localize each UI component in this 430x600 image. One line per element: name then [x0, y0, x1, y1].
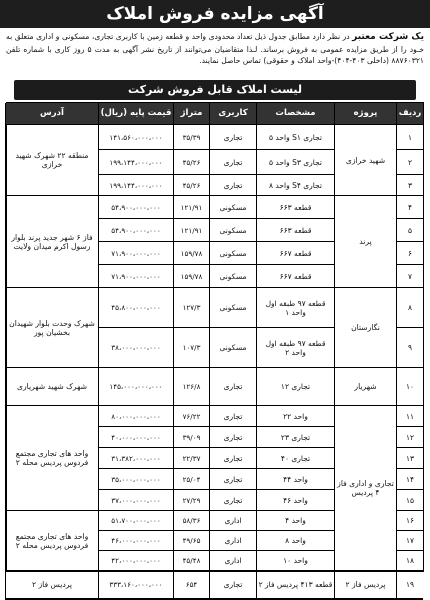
row-specs: قطعه ۶۶۳ — [256, 219, 334, 242]
row-area: ۷۶/۲۲ — [173, 406, 209, 427]
row-usage: تجاری — [209, 150, 256, 175]
project-negarestan: نگارستان — [334, 288, 396, 368]
address-parand: فاز ۶ شهر جدید پرند بلوار رسول اکرم میدان ولایت — [5, 196, 98, 288]
row-price: ۷۱،۹۰۰،۰۰۰،۰۰۰ — [98, 265, 173, 288]
project-khorazi: شهید خرازی — [334, 125, 396, 196]
row-specs: واحد ۴ — [256, 511, 334, 531]
row-specs: واحد ۸ — [256, 531, 334, 551]
header-specs: مشخصات — [256, 103, 334, 125]
row-usage: مسکونی — [209, 196, 256, 219]
row-price: ۳۱،۳۸۲،۰۰۰،۰۰۰ — [98, 448, 173, 469]
row-area: ۱۵۹/۷۸ — [173, 265, 209, 288]
row-price: ۸۰،۰۰۰،۰۰۰،۰۰۰ — [98, 406, 173, 427]
project-pardis-phase4: تجاری و اداری فاز ۴ پردیس — [334, 406, 396, 571]
row-number: ۱۶ — [396, 511, 423, 531]
address-negarestan: شهرک وحدت بلوار شهیدان بخشیان پور — [5, 288, 98, 368]
row-area: ۴۵/۴۸ — [173, 551, 209, 571]
row-price: ۱۹۹،۱۴۴،۰۰۰،۰۰۰ — [98, 150, 173, 175]
row-number: ۸ — [396, 288, 423, 328]
row-usage: مسکونی — [209, 219, 256, 242]
company-name: یک شرکت معتبر — [352, 32, 425, 42]
row-area: ۱۲۱/۹۱ — [173, 219, 209, 242]
row-usage: تجاری — [209, 490, 256, 511]
property-table — [6, 102, 424, 589]
row-specs: قطعه ۹۷ طبقه اول واحد ۱ — [256, 288, 334, 328]
row-number: ۷ — [396, 265, 423, 288]
row-specs: واحد ۲۲ — [256, 406, 334, 427]
row-price: ۳۸،۰۰۰،۰۰۰،۰۰۰ — [98, 328, 173, 368]
intro-paragraph — [6, 31, 424, 77]
row-number: ۱۳ — [396, 448, 423, 469]
property-list-title: لیست املاک قابل فروش شرکت — [14, 80, 416, 100]
row-specs: واحد ۱۰ — [256, 551, 334, 571]
address-pardis-commercial: واحد های تجاری مجتمع فردوس پردیس محله ۲ — [5, 406, 98, 511]
project-parand: پرند — [334, 196, 396, 288]
row-usage: مسکونی — [209, 242, 256, 265]
row-specs: قطعه ۶۶۳ — [256, 196, 334, 219]
address-pardis-phase2: پردیس فاز ۲ — [5, 571, 98, 599]
row-number: ۱۹ — [396, 571, 423, 599]
row-usage: تجاری — [209, 125, 256, 150]
row-area: ۴۹/۶۵ — [173, 531, 209, 551]
address-shahriar: شهرک شهید شهریاری — [5, 368, 98, 406]
row-price: ۳۵،۰۰۰،۰۰۰،۰۰۰ — [98, 469, 173, 490]
row-usage: اداری — [209, 531, 256, 551]
row-specs: واحد ۴۴ — [256, 469, 334, 490]
ad-title: آگهی مزایده فروش املاک — [0, 0, 430, 28]
row-number: ۱۲ — [396, 427, 423, 448]
row-area: ۱۲۷/۳ — [173, 288, 209, 328]
row-area: ۲۵/۰۴ — [173, 469, 209, 490]
row-usage: تجاری — [209, 368, 256, 406]
row-number: ۳ — [396, 175, 423, 196]
row-specs: قطعه ۶۶۷ — [256, 242, 334, 265]
row-area: ۱۵۹/۷۸ — [173, 242, 209, 265]
row-price: ۳۳۳،۱۶۰،۰۰۰،۰۰۰ — [98, 571, 173, 599]
row-specs: تجاری ۴۰ — [256, 448, 334, 469]
row-area: ۱۰۷/۳ — [173, 328, 209, 368]
row-usage: تجاری — [209, 406, 256, 427]
row-usage: اداری — [209, 551, 256, 571]
header-base-price: قیمت پایه (ریال) — [98, 103, 173, 125]
row-usage: مسکونی — [209, 265, 256, 288]
project-shahriar: شهریار — [334, 368, 396, 406]
row-usage: تجاری — [209, 448, 256, 469]
address-pardis-office: واحد های تجاری مجتمع فردوس پردیس محله ۲ — [5, 511, 98, 571]
row-number: ۹ — [396, 328, 423, 368]
row-price: ۴۵،۸۰۰،۰۰۰،۰۰۰ — [98, 288, 173, 328]
row-price: ۵۱،۷۰۰،۰۰۰،۰۰۰ — [98, 511, 173, 531]
row-area: ۲۲/۳۷ — [173, 448, 209, 469]
row-area: ۴۵/۲۶ — [173, 150, 209, 175]
row-number: ۱۴ — [396, 469, 423, 490]
row-number: ۲ — [396, 150, 423, 175]
header-usage: کاربری — [209, 103, 256, 125]
row-area: ۲۷/۲۹ — [173, 490, 209, 511]
row-usage: مسکونی — [209, 288, 256, 328]
row-usage: تجاری — [209, 469, 256, 490]
row-area: ۶۵۴ — [173, 571, 209, 599]
row-area: ۳۹/۰۹ — [173, 427, 209, 448]
row-usage: تجاری — [209, 175, 256, 196]
row-price: ۳۷،۰۰۰،۰۰۰،۰۰۰ — [98, 490, 173, 511]
row-number: ۱۸ — [396, 551, 423, 571]
row-area: ۱۲۱/۹۱ — [173, 196, 209, 219]
intro-text: در نظر دارد مطابق جدول ذیل تعداد محدودی واحد و قطعه زمین با کاربری تجاری، مسکونی و اداری متعلق به خـود را از طریق مزایده عمومی به فروش برساند. لـذا متقاضیان می‌توانند از تاریخ نشر آگهی به مدت ۵ روز کاری با شماره تلفن ۸۸۷۶۰۳۲۱ (داخلی ۴۰۳-۴۰۴)-واحد املاک و حقوقی) تماس حاصل نمایند. — [6, 32, 425, 65]
header-project: پروژه — [334, 103, 396, 125]
row-number: ۵ — [396, 219, 423, 242]
header-area: متراژ — [173, 103, 209, 125]
row-number: ۱۷ — [396, 531, 423, 551]
row-specs: تجاری S۳ واحد ۵ — [256, 150, 334, 175]
row-number: ۴ — [396, 196, 423, 219]
row-price: ۴۰،۰۰۰،۰۰۰،۰۰۰ — [98, 427, 173, 448]
row-number: ۱۰ — [396, 368, 423, 406]
row-specs: تجاری S۱ واحد ۵ — [256, 125, 334, 150]
row-usage: مسکونی — [209, 328, 256, 368]
row-price: ۴۶،۰۰۰،۰۰۰،۰۰۰ — [98, 531, 173, 551]
row-price: ۱۴۵،۰۰۰،۰۰۰،۰۰۰ — [98, 368, 173, 406]
row-specs: قطعه ۶۶۷ — [256, 265, 334, 288]
header-address: آدرس — [5, 103, 98, 125]
row-area: ۵۸/۳۶ — [173, 511, 209, 531]
header-row-number: ردیف — [396, 103, 423, 125]
row-specs: تجاری ۱۲ — [256, 368, 334, 406]
row-specs: واحد ۴۶ — [256, 490, 334, 511]
address-khorazi: منطقه ۲۲ شهرک شهید خرازی — [5, 125, 98, 196]
row-specs: تجاری S۴ واحد ۸ — [256, 175, 334, 196]
row-usage: تجاری — [209, 571, 256, 599]
row-price: ۱۴۱،۵۶۰،۰۰۰،۰۰۰ — [98, 125, 173, 150]
row-price: ۷۱،۹۰۰،۰۰۰،۰۰۰ — [98, 242, 173, 265]
row-area: ۳۵/۳۹ — [173, 125, 209, 150]
row-specs: قطعه ۴۱۳ پردیس فاز ۲ — [256, 571, 334, 599]
row-price: ۴۲،۰۰۰،۰۰۰،۰۰۰ — [98, 551, 173, 571]
row-area: ۱۲۶/۸ — [173, 368, 209, 406]
row-specs: تجاری ۲۳ — [256, 427, 334, 448]
row-area: ۴۵/۲۶ — [173, 175, 209, 196]
row-number: ۱۱ — [396, 406, 423, 427]
row-specs: قطعه ۹۷ طبقه اول واحد ۲ — [256, 328, 334, 368]
row-price: ۱۹۹،۱۴۴،۰۰۰،۰۰۰ — [98, 175, 173, 196]
row-price: ۵۴،۹۰۰،۰۰۰،۰۰۰ — [98, 219, 173, 242]
row-number: ۶ — [396, 242, 423, 265]
row-number: ۱۵ — [396, 490, 423, 511]
row-number: ۱ — [396, 125, 423, 150]
row-usage: تجاری — [209, 427, 256, 448]
row-price: ۵۴،۹۰۰،۰۰۰،۰۰۰ — [98, 196, 173, 219]
row-usage: اداری — [209, 511, 256, 531]
project-pardis-phase2: پردیس فاز ۲ — [334, 571, 396, 599]
